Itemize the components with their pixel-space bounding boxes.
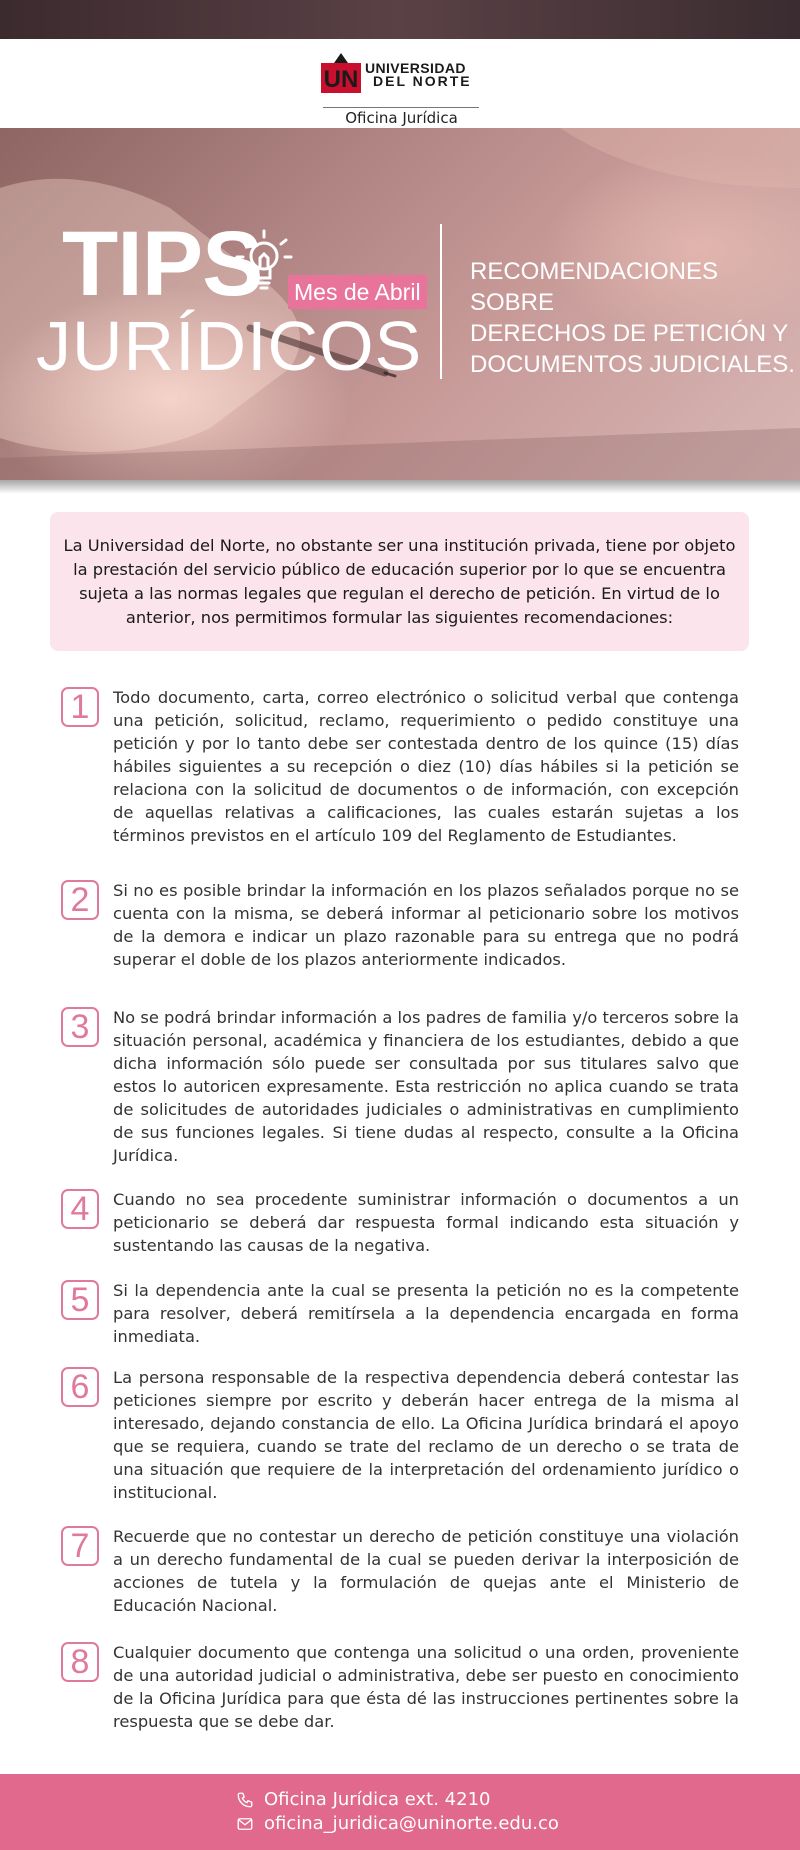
hero-title-tips: TIPS [62, 213, 263, 315]
hero-banner [0, 128, 800, 480]
tip-text: No se podrá brindar información a los padres de familia y/o terceros sobre la situación personal, académica y financiera de los estudiantes, debido a que dicha información sólo puede ser consultada por sus titulares salvo que estos lo autoricen expresamente. Esta restricción no aplica cuando se trata de solicitudes de autoridades judiciales o administrativas en cumplimiento de sus funciones legales. Si tiene dudas al respecto, consulte a la Oficina Jurídica. [113, 1008, 739, 1165]
university-logo [319, 51, 484, 127]
header [0, 39, 800, 128]
tip-number: 5 [61, 1280, 99, 1320]
department-name: Oficina Jurídica [345, 109, 458, 127]
logo-wordmark: UNIVERSIDAD DEL NORTE [365, 60, 472, 89]
tip-text: Si no es posible brindar la información en los plazos señalados porque no se cuenta con la misma, se deberá informar al peticionario sobre los motivos de la demora e indicar un plazo razonable para su entrega que no podrá superar el doble de los plazos anteriormente indicados. [113, 881, 739, 969]
intro-box [50, 512, 749, 651]
lightbulb-icon [234, 228, 294, 298]
footer [0, 1774, 800, 1850]
footer-email-text: oficina_juridica@uninorte.edu.co [264, 1813, 559, 1834]
tip-number: 6 [61, 1367, 99, 1407]
hero-divider [440, 224, 442, 379]
tip-text: Todo documento, carta, correo electrónico o solicitud verbal que contenga una petición, solicitud, reclamo, requerimiento o pedido constituye una petición y por lo tanto debe ser contestada dentro de los quince (15) días hábiles siguientes a su recepción o diez (10) días hábiles si la petición se relaciona con la solicitud de documentos o de información, con excepción de aquellas relativas a calificaciones, las cuales estarán sujetas a los términos previstos en el artículo 109 del Reglamento de Estudiantes. [113, 688, 739, 845]
hero-title-juridicos: JURÍDICOS [36, 307, 423, 385]
tip-text: Si la dependencia ante la cual se presenta la petición no es la competente para resolver, deberá remitírsela a la dependencia encargada en forma inmediata. [113, 1281, 739, 1346]
svg-text:UN: UN [323, 66, 359, 93]
footer-phone[interactable] [236, 1789, 490, 1811]
tip-number: 4 [61, 1189, 99, 1229]
tip-number: 7 [61, 1526, 99, 1566]
tip-number: 2 [61, 880, 99, 920]
top-photo-strip [0, 0, 800, 39]
logo-divider [323, 107, 479, 108]
intro-text: La Universidad del Norte, no obstante ser una institución privada, tiene por objeto la prestación del servicio público de educación superior por lo que se encuentra sujeta a las normas legales que regulan el derecho de petición. En virtud de lo anterior, nos permitimos formular las siguientes recomendaciones: [63, 535, 736, 627]
hero-subtitle: RECOMENDACIONES SOBRE DERECHOS DE PETICIÓN Y DOCUMENTOS JUDICIALES. [470, 258, 795, 378]
tip-number: 1 [61, 687, 99, 727]
tip-text: Recuerde que no contestar un derecho de petición constituye una violación a un derecho fundamental de la cual se pueden derivar la interposición de acciones de tutela y la formulación de quejas ante el Ministerio de Educación Nacional. [113, 1527, 739, 1615]
tip-number: 3 [61, 1007, 99, 1047]
footer-phone-text: Oficina Jurídica ext. 4210 [264, 1789, 491, 1810]
tip-text: Cuando no sea procedente suministrar información o documentos a un peticionario se deberá dar respuesta formal indicando esta situación y sustentando las causas de la negativa. [113, 1190, 739, 1255]
month-badge: Mes de Abril [288, 275, 427, 309]
phone-icon [236, 1791, 254, 1809]
tip-text: Cualquier documento que contenga una solicitud o una orden, proveniente de una autoridad judicial o administrativa, debe ser puesto en conocimiento de la Oficina Jurídica para que ésta dé las instrucciones pertinentes sobre la respuesta que se debe dar. [113, 1643, 739, 1731]
tip-number: 8 [61, 1642, 99, 1682]
email-icon [236, 1815, 254, 1833]
hero-shadow [0, 480, 800, 494]
footer-email[interactable] [236, 1813, 559, 1835]
tip-text: La persona responsable de la respectiva dependencia deberá contestar las peticiones siempre por escrito y deberán hacer entrega de la misma al interesado, dejando constancia de ello. La Oficina Jurídica brindará el apoyo que se requiera, cuando se trate del reclamo de un derecho o se trata de una situación que requiere de la interpretación del ordenamiento jurídico o institucional. [113, 1368, 739, 1502]
un-logo-icon [319, 51, 363, 95]
